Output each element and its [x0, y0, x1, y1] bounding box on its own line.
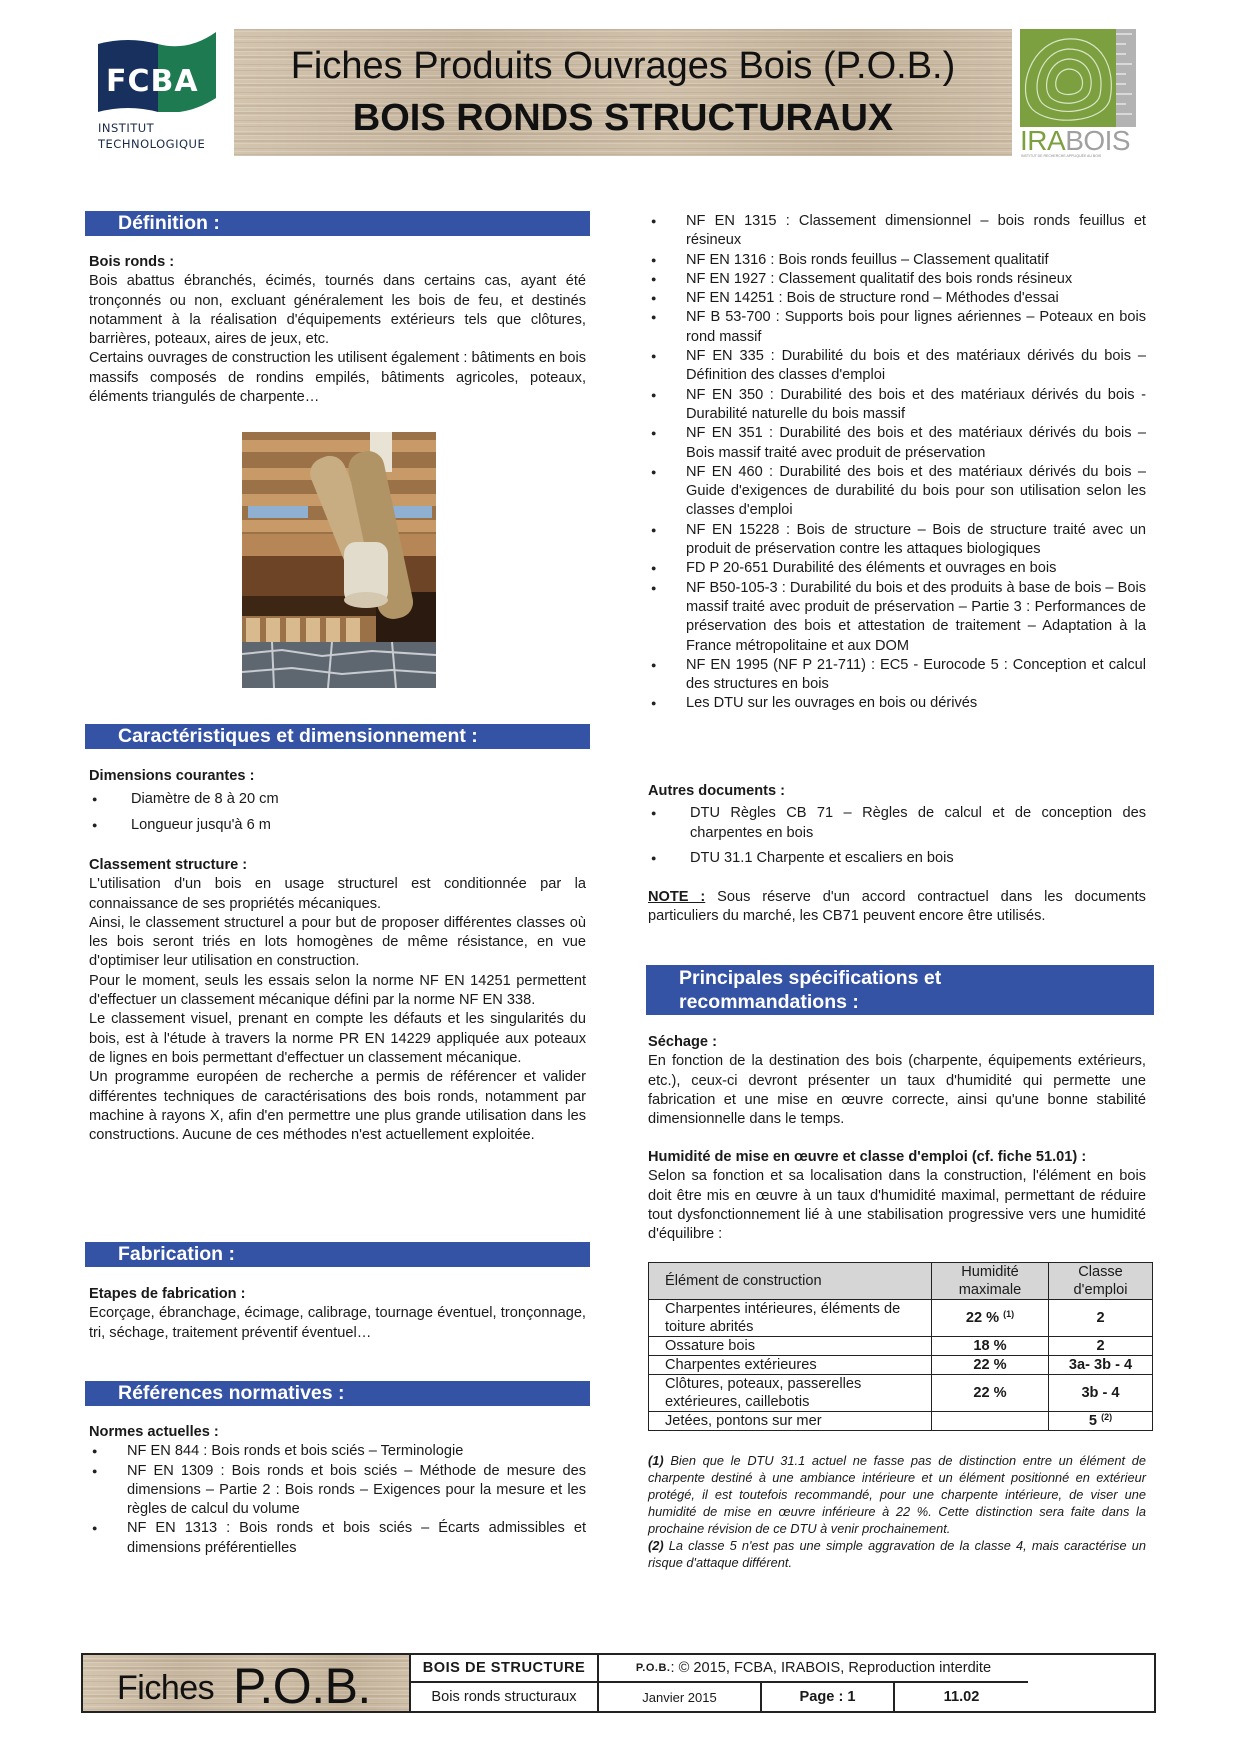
definition-subheading: Bois ronds : [89, 254, 175, 270]
list-item: ● NF EN 1315 : Classement dimensionnel – bois ronds feuillus et résineux [648, 212, 1146, 251]
list-item: ● NF B50-105-3 : Durabilité du bois et des produits à base de bois – Bois massif traité avec produit de préservation – Partie 3 : Performances de préservation des bois et attestation de traitement – Adaptation à la France métropolitaine et aux DOM [648, 579, 1146, 656]
dimensions-list [89, 790, 586, 835]
note-label: NOTE : [648, 889, 706, 905]
footer-copyright-text: : © 2015, FCBA, IRABOIS, Reproduction interdite [670, 1660, 992, 1676]
footer-category: BOIS DE STRUCTURE [411, 1655, 599, 1683]
irabois-tagline: INSTITUT DE RECHERCHE APPLIQUÉE AU BOIS [1021, 154, 1102, 158]
humidity-table [648, 1262, 1153, 1431]
irabois-wordmark-bois: BOIS [1065, 125, 1131, 156]
table-cell-element: Jetées, pontons sur mer [649, 1412, 932, 1431]
classement-subheading: Classement structure : [89, 857, 248, 873]
fcba-logo [98, 30, 216, 154]
table-cell-humidity: 18 % [932, 1337, 1049, 1356]
list-item: ● NF EN 1995 (NF P 21-711) : EC5 - Eurocode 5 : Conception et calcul des structures en bois [648, 656, 1146, 695]
list-item: ● NF EN 1309 : Bois ronds et bois sciés – Méthode de mesure des dimensions – Partie 2 : Bois ronds – Exigences pour la mesure et les règles de calcul du volume [89, 1462, 586, 1520]
irabois-ruler-icon [1116, 29, 1136, 127]
list-item: ● DTU Règles CB 71 – Règles de calcul et de conception des charpentes en bois [648, 804, 1146, 843]
footer-copyright [599, 1655, 1028, 1683]
list-item: ● NF EN 335 : Durabilité du bois et des matériaux dérivés du bois – Définition des classes d'emploi [648, 347, 1146, 386]
humidity-value: 22 % [965, 1310, 1000, 1326]
table-row [649, 1375, 1153, 1412]
fcba-logo-subtitle [98, 120, 205, 152]
list-item: ● NF EN 1927 : Classement qualitatif des bois ronds résineux [648, 270, 1146, 289]
table-row [649, 1412, 1153, 1431]
table-cell-element: Ossature bois [649, 1337, 932, 1356]
dimensions-subheading: Dimensions courantes : [89, 768, 255, 784]
footer-info-grid [411, 1655, 1154, 1711]
photo-illustration [242, 432, 436, 688]
fabrication-subheading: Etapes de fabrication : [89, 1286, 246, 1302]
list-item: ● NF EN 1316 : Bois ronds feuillus – Classement qualitatif [648, 251, 1146, 270]
autres-list [648, 804, 1146, 868]
normes-list-right [648, 212, 1146, 714]
footnote-label: (1) [648, 1453, 664, 1468]
list-item: ● DTU 31.1 Charpente et escaliers en bois [648, 849, 1146, 868]
list-item: ● NF EN 15228 : Bois de structure – Bois de structure traité avec un produit de préservation contre les attaques biologiques [648, 521, 1146, 560]
irabois-logo [1020, 29, 1144, 158]
table-cell-element: Charpentes intérieures, éléments de toiture abrités [649, 1300, 932, 1337]
class-value: 5 [1088, 1413, 1098, 1429]
fabrication-text: Ecorçage, ébranchage, écimage, calibrage, tournage éventuel, tronçonnage, tri, séchage, traitement préventif éventuel… [89, 1305, 586, 1341]
title-banner [234, 29, 1012, 156]
classement-paragraph: Le classement visuel, prenant en compte les défauts et les singularités du bois, est à l'étude à travers la norme PR EN 14229 appliquée aux poteaux de lignes en bois permettant d'effectuer un classement mécanique. [89, 1011, 586, 1066]
footer-document-code: 11.02 [943, 1689, 980, 1705]
column-header: Élément de construction [649, 1263, 932, 1300]
irabois-rings-icon [1020, 29, 1116, 127]
normes-right-section [648, 212, 1146, 714]
column-header: Classe d'emploi [1049, 1263, 1153, 1300]
table-cell-humidity [932, 1412, 1049, 1431]
normes-left-section [89, 1423, 586, 1558]
definition-paragraph: Certains ouvrages de construction les utilisent également : bâtiments en bois massifs composés de rondins empilés, bâtiments agricoles, poteaux, éléments triangulés de charpente… [89, 350, 586, 406]
fabrication-section [89, 1285, 586, 1343]
document-title: BOIS RONDS STRUCTURAUX [352, 97, 894, 139]
irabois-wordmark [1020, 125, 1130, 157]
humidite-subheading: Humidité de mise en œuvre et classe d'emploi (cf. fiche 51.01) : [648, 1149, 1087, 1165]
column-header: Humidité maximale [932, 1263, 1049, 1300]
list-item: ● NF EN 350 : Durabilité des bois et des matériaux dérivés du bois - Durabilité naturelle du bois massif [648, 386, 1146, 425]
classement-paragraph: Pour le moment, seuls les essais selon la norme NF EN 14251 permettent d'effectuer un classement mécanique défini par la norme NF EN 338. [89, 972, 586, 1009]
fcba-subtitle-line1: INSTITUT [98, 121, 155, 135]
fcba-logo-letters: FCBA [106, 64, 199, 99]
table-cell-class: 2 [1049, 1300, 1153, 1337]
sechage-section [648, 1033, 1146, 1129]
table-row [649, 1300, 1153, 1337]
humidity-table-container [648, 1262, 1153, 1431]
sechage-text: En fonction de la destination des bois (charpente, équipements extérieurs, etc.), ceux-ci devront présenter un taux d'humidité qui permette une fabrication et une mise en œuvre correcte, ainsi qu'une bonne stabilité dimensionnelle dans le temps. [648, 1053, 1146, 1128]
footnote-label: (2) [648, 1538, 664, 1553]
table-header-row [649, 1263, 1153, 1300]
footer-brand-fiches: Fiches [117, 1669, 215, 1707]
table-cell-class: 2 [1049, 1337, 1153, 1356]
list-item: ● NF B 53-700 : Supports bois pour lignes aériennes – Poteaux en bois rond massif [648, 308, 1146, 347]
footer-subject: Bois ronds structuraux [411, 1683, 599, 1711]
note-text: Sous réserve d'un accord contractuel dans les documents particuliers du marché, les CB71 peuvent encore être utilisés. [648, 889, 1146, 925]
section-heading-definition: Définition : [85, 211, 590, 236]
list-item: ● Longueur jusqu'à 6 m [89, 816, 586, 835]
page-footer [81, 1653, 1156, 1713]
irabois-wordmark-ira: IRA [1020, 125, 1066, 156]
table-cell-class: 3a- 3b - 4 [1049, 1356, 1153, 1375]
section-heading-references: Références normatives : [85, 1381, 590, 1406]
round-timber-photo [242, 432, 436, 688]
table-row [649, 1356, 1153, 1375]
autres-documents-section [648, 782, 1146, 874]
table-cell-class [1049, 1412, 1153, 1431]
table-cell-element: Clôtures, poteaux, passerelles extérieures, caillebotis [649, 1375, 932, 1412]
list-item: ● NF EN 460 : Durabilité des bois et des matériaux dérivés du bois – Guide d'exigences de durabilité du bois pour son utilisation selon les classes d'emploi [648, 463, 1146, 521]
list-item: ● NF EN 1313 : Bois ronds et bois sciés – Écarts admissibles et dimensions préférentielles [89, 1519, 586, 1558]
specifications-heading-line2: recommandations : [679, 991, 859, 1013]
footer-copyright-label: P.O.B. [635, 1662, 671, 1674]
classement-paragraph: L'utilisation d'un bois en usage structurel est conditionnée par la connaissance de ses propriétés mécaniques. [89, 876, 586, 912]
table-cell-element: Charpentes extérieures [649, 1356, 932, 1375]
fcba-subtitle-line2: TECHNOLOGIQUE [98, 137, 206, 151]
list-item: ● NF EN 844 : Bois ronds et bois sciés – Terminologie [89, 1442, 586, 1461]
definition-section [89, 253, 586, 407]
document-series-title: Fiches Produits Ouvrages Bois (P.O.B.) [290, 45, 956, 87]
table-cell-humidity: 22 % [932, 1356, 1049, 1375]
footnote-text: La classe 5 n'est pas une simple aggravation de la classe 4, mais caractérise un risque d'attaque différent. [648, 1538, 1146, 1570]
footer-brand-pob: P.O.B. [233, 1658, 371, 1714]
humidite-section [648, 1148, 1146, 1244]
dimensions-section [89, 767, 586, 841]
footnote-ref: (2) [1101, 1412, 1113, 1422]
definition-paragraph: Bois abattus ébranchés, écimés, tournés dans certains cas, ayant été tronçonnés ou non, excluant généralement les bois de feu, et destinés notamment à la réalisation d'équipements extérieurs tels que clôtures, barrières, poteaux, aires de jeux, etc. [89, 273, 586, 348]
classement-section [89, 856, 586, 1145]
section-heading-fabrication: Fabrication : [85, 1242, 590, 1267]
footnote-ref: (1) [1003, 1309, 1015, 1319]
specifications-heading-line1: Principales spécifications et [679, 967, 942, 989]
footnote-text: Bien que le DTU 31.1 actuel ne fasse pas de distinction entre un élément de charpente destiné à une ambiance intérieure et un élément positionné en extérieur protégé, il est toutefois recommandé, pour une charpente intérieure, de viser une humidité de mise en œuvre inférieure à 22 %. Cette distinction sera faite dans la prochaine révision de ce DTU à venir prochainement. [648, 1453, 1146, 1536]
sechage-subheading: Séchage : [648, 1034, 717, 1050]
table-row [649, 1337, 1153, 1356]
section-heading-specifications [646, 965, 1154, 1015]
table-cell-humidity [932, 1300, 1049, 1337]
list-item: ● Les DTU sur les ouvrages en bois ou dérivés [648, 694, 1146, 713]
list-item: ● Diamètre de 8 à 20 cm [89, 790, 586, 809]
footer-page-number: Page : 1 [762, 1683, 895, 1711]
footer-brand [83, 1655, 411, 1714]
footer-date: Janvier 2015 [599, 1683, 762, 1711]
humidite-text: Selon sa fonction et sa localisation dans la construction, l'élément en bois doit être mis en œuvre à un taux d'humidité maximal, permettant de réduire tout dysfonctionnement lié à une stabilisation progressive vers une humidité d'équilibre : [648, 1168, 1146, 1243]
footnote-2 [648, 1537, 1146, 1571]
footnote-1 [648, 1452, 1146, 1537]
list-item: ● FD P 20-651 Durabilité des éléments et ouvrages en bois [648, 559, 1146, 578]
autres-subheading: Autres documents : [648, 783, 786, 799]
normes-subheading: Normes actuelles : [89, 1424, 219, 1440]
classement-paragraph: Ainsi, le classement structurel a pour but de proposer différentes classes où les bois seront triés en lots homogènes de même résistance, en vue d'optimiser leur utilisation en construction. [89, 914, 586, 970]
section-heading-caracteristiques: Caractéristiques et dimensionnement : [85, 724, 590, 749]
table-cell-humidity: 22 % [932, 1375, 1049, 1412]
classement-paragraph: Un programme européen de recherche a permis de référencer et valider différentes techniques de caractérisations des bois ronds, notamment par machine à rayons X, afin d'en permettre une plus grande utilisation dans les constructions. Aucune de ces méthodes n'est actuellement exploitée. [89, 1069, 586, 1144]
table-cell-class: 3b - 4 [1049, 1375, 1153, 1412]
list-item: ● NF EN 351 : Durabilité des bois et des matériaux dérivés du bois – Bois massif traité avec produit de préservation [648, 424, 1146, 463]
normes-list-left [89, 1442, 586, 1558]
table-footnotes [648, 1452, 1146, 1571]
note-paragraph [648, 888, 1146, 927]
list-item: ● NF EN 14251 : Bois de structure rond – Méthodes d'essai [648, 289, 1146, 308]
